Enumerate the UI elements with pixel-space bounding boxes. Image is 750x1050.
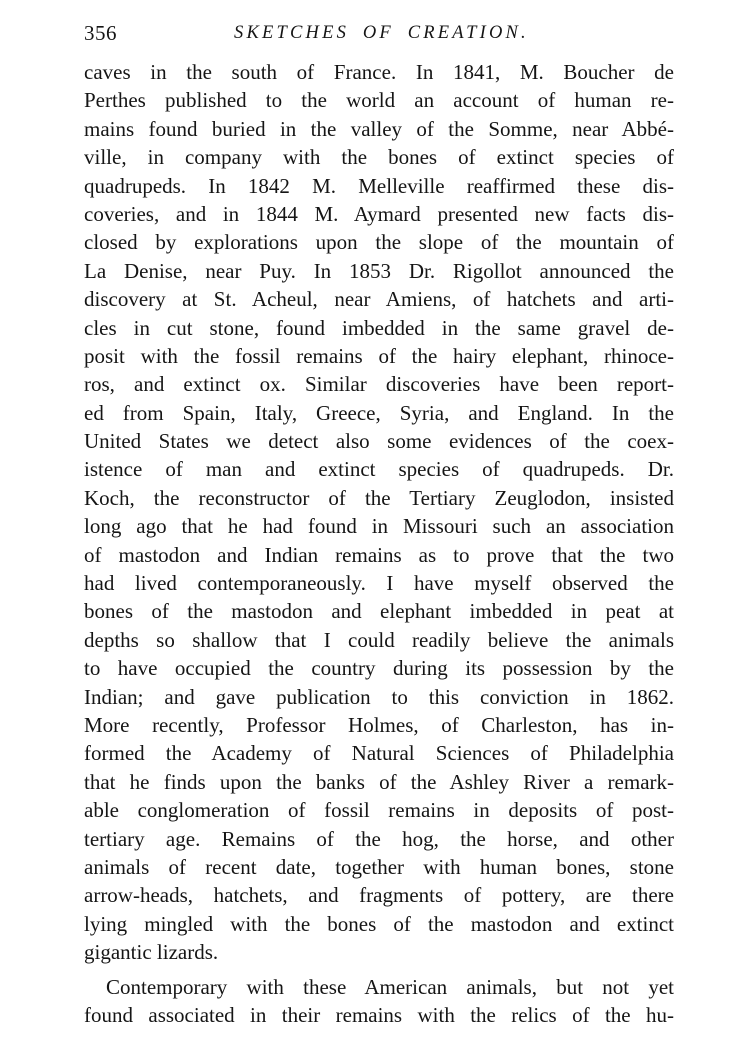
text-line: found associated in their remains with the relics of the hu- (84, 1002, 674, 1027)
page-number: 356 (84, 21, 117, 45)
text-line: cles in cut stone, found imbedded in the same gravel de- (84, 315, 674, 340)
text-line: lying mingled with the bones of the mastodon and extinct (84, 911, 674, 936)
text-line: ros, and extinct ox. Similar discoveries have been report- (84, 372, 674, 397)
text-line: ed from Spain, Italy, Greece, Syria, and England. In the (84, 400, 674, 425)
text-line: coveries, and in 1844 M. Aymard presented new facts dis- (84, 201, 674, 226)
text-line: of mastodon and Indian remains as to prove that the two (84, 542, 674, 567)
text-line: depths so shallow that I could readily believe the animals (84, 627, 674, 652)
text-line: arrow-heads, hatchets, and fragments of pottery, are there (84, 883, 674, 908)
text-line: discovery at St. Acheul, near Amiens, of hatchets and arti- (84, 287, 674, 312)
text-line: able conglomeration of fossil remains in deposits of post- (84, 798, 674, 823)
text-line: ville, in company with the bones of extinct species of (84, 145, 674, 170)
paragraph-2 (84, 973, 674, 1030)
text-line: caves in the south of France. In 1841, M. Boucher de (84, 60, 674, 84)
paragraph-1 (84, 58, 674, 967)
text-line: bones of the mastodon and elephant imbedded in peat at (84, 599, 674, 624)
text-line: formed the Academy of Natural Sciences of Philadelphia (84, 741, 674, 766)
text-line: that he finds upon the banks of the Ashley River a remark- (84, 769, 674, 794)
body-text (84, 58, 674, 1029)
text-line: mains found buried in the valley of the Somme, near Abbé- (84, 116, 674, 141)
text-line: Indian; and gave publication to this conviction in 1862. (84, 684, 674, 709)
text-line: United States we detect also some evidences of the coex- (84, 429, 674, 454)
running-title: SKETCHES OF CREATION. (234, 23, 529, 43)
text-line: istence of man and extinct species of quadrupeds. Dr. (84, 457, 674, 482)
text-line: tertiary age. Remains of the hog, the horse, and other (84, 826, 674, 851)
text-line: long ago that he had found in Missouri such an association (84, 514, 674, 539)
text-line: to have occupied the country during its possession by the (84, 656, 674, 681)
text-line: Contemporary with these American animals, but not yet (106, 974, 674, 999)
text-line: More recently, Professor Holmes, of Charleston, has in- (84, 712, 674, 737)
text-line: had lived contemporaneously. I have myself observed the (84, 571, 674, 596)
text-line: posit with the fossil remains of the hairy elephant, rhinoce- (84, 343, 674, 368)
running-header (84, 20, 674, 50)
text-line: Perthes published to the world an account of human re- (84, 88, 674, 113)
text-line: quadrupeds. In 1842 M. Melleville reaffirmed these dis- (84, 173, 674, 198)
text-line: closed by explorations upon the slope of the mountain of (84, 230, 674, 255)
text-line: animals of recent date, together with human bones, stone (84, 854, 674, 879)
text-line: La Denise, near Puy. In 1853 Dr. Rigollot announced the (84, 258, 674, 283)
text-line: gigantic lizards. (84, 940, 219, 965)
text-line: Koch, the reconstructor of the Tertiary Zeuglodon, insisted (84, 485, 674, 510)
